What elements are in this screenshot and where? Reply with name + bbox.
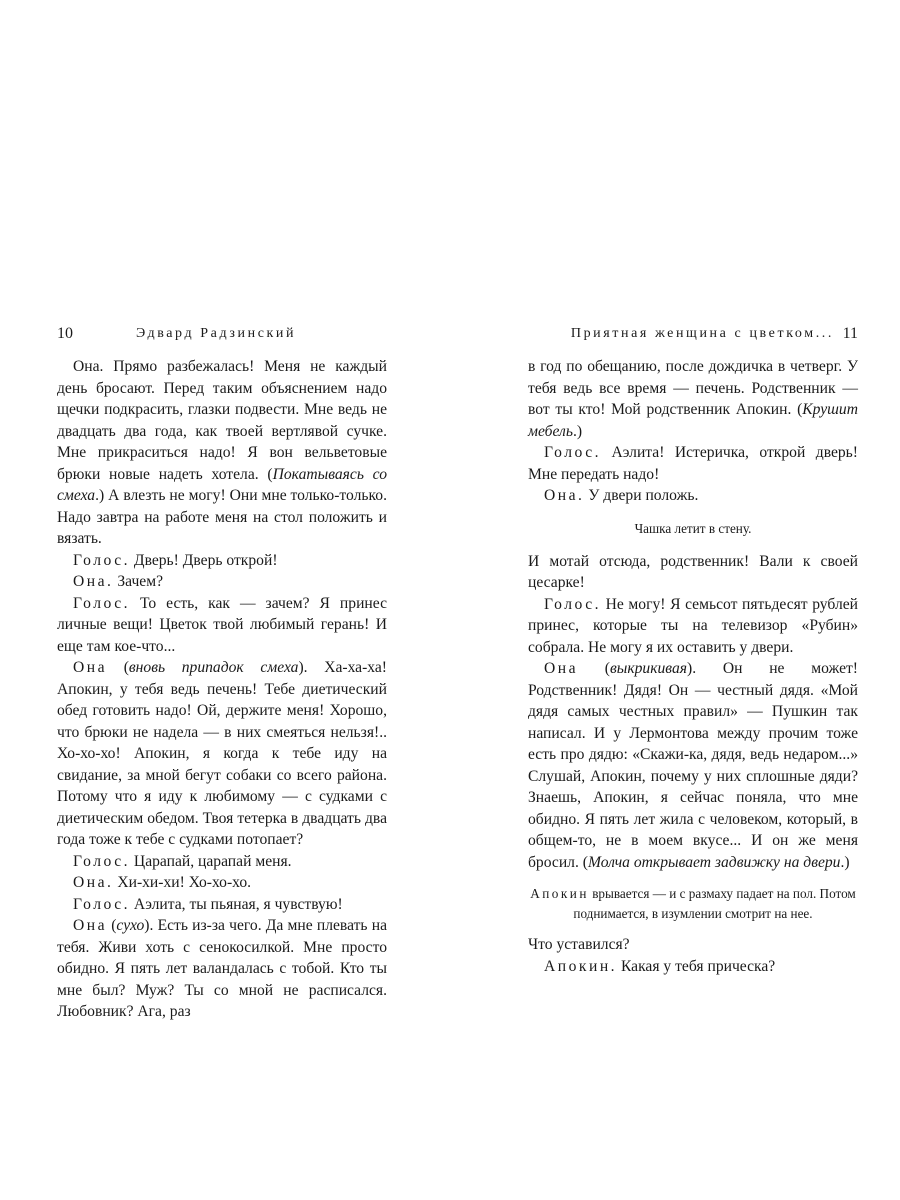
text-run: .) xyxy=(572,422,583,440)
text-run: .) А влезть не могу! Они мне только-только. Надо завтра на работе меня на стол положить и вязать. xyxy=(57,487,387,547)
text-run: Аэлита! Истеричка, открой дверь! Мне передать надо! xyxy=(528,444,858,483)
paragraph xyxy=(528,356,858,442)
speaker-name: Голос. xyxy=(544,595,602,613)
paragraph xyxy=(57,593,387,658)
text-run: ). Он не может! Родственник! Дядя! Он — честный дядя. «Мой дядя самых честных правил» — Пушкин так написал. И у Лермонтова между прочим тоже есть про дядю: «Скажи-ка, дядя, ведь недаром...» Слушай, Апокин, почему у них сплошные дяди? Знаешь, Апокин, я сейчас поняла, что мне обидно. Я пять лет жила с человеком, который, в общем-то, не в моем вкусе... И он же меня бросил. ( xyxy=(528,660,859,871)
paragraph xyxy=(528,551,858,594)
page-number: 10 xyxy=(57,325,73,342)
text-run: ). Ха-ха-ха! Апокин, у тебя ведь печень! Тебе диетический обед готовить надо! Ой, держите меня! Хорошо, что брюки не надела — в них смеяться нельзя!.. Хо-хо-хо! Апокин, я когда к тебе иду на свидание, за мной бегут собаки со всего района. Потому что я иду к любимому — с судками с диетическим обедом. Твоя тетерка в двадцать два года тоже к тебе с судками потопает? xyxy=(57,659,387,848)
speaker-name: Она xyxy=(73,917,108,934)
paragraph xyxy=(528,442,858,485)
paragraph xyxy=(528,485,858,507)
right-page-header xyxy=(528,325,858,347)
left-page-text xyxy=(57,356,387,1023)
right-page xyxy=(528,325,858,977)
speaker-name: Апокин. xyxy=(544,957,618,975)
speaker-name: Она. xyxy=(544,487,585,504)
text-run: Какая у тебя прическа? xyxy=(617,957,776,975)
left-page xyxy=(57,325,387,1023)
speaker-name: Голос. xyxy=(73,594,131,612)
text-run: врывается — и с размаху падает на пол. Потом поднимается, в изумлении смотрит на нее. xyxy=(573,886,856,921)
speaker-name: Голос. xyxy=(544,444,602,461)
paragraph xyxy=(528,594,858,659)
paragraph xyxy=(528,956,858,978)
paragraph xyxy=(528,934,858,956)
paragraph xyxy=(57,571,387,593)
paragraph xyxy=(57,550,387,572)
speaker-name: Она. xyxy=(73,358,104,375)
speaker-name: Голос. xyxy=(73,551,131,569)
stage-direction xyxy=(528,519,858,539)
speaker-name: Она xyxy=(544,660,579,677)
text-run: И мотай отсюда, родственник! Вали к своей цесарке! xyxy=(528,552,858,591)
speaker-name: Голос. xyxy=(73,895,131,913)
text-run: ( xyxy=(578,660,610,677)
text-run: Что уставился? xyxy=(528,936,630,953)
text-run: Зачем? xyxy=(113,573,163,590)
stage-remark: Покатываясь со смеха xyxy=(57,465,388,504)
text-run: У двери положь. xyxy=(584,487,699,504)
page-number: 11 xyxy=(842,325,858,342)
stage-direction xyxy=(528,884,858,924)
paragraph xyxy=(57,356,387,550)
right-page-text xyxy=(528,356,858,977)
speaker-name: Она. xyxy=(73,573,114,590)
text-run: Хи-хи-хи! Хо-хо-хо. xyxy=(113,874,252,891)
text-run: Прямо разбежалась! Меня не каждый день бросают. Перед таким объяснением надо щечки подкрасить, глазки подвести. Мне ведь не двадцать два года, как твоей вертлявой сучке. Мне прикраситься надо! Я вон вельветовые брюки новые надеть хотела. ( xyxy=(57,358,387,483)
running-head: Эдвард Радзинский xyxy=(136,326,297,341)
speaker-name: Она xyxy=(73,659,108,676)
text-run: .) xyxy=(840,853,850,871)
speaker-name: Апокин xyxy=(530,886,589,901)
text-run: Аэлита, ты пьяная, я чувствую! xyxy=(130,895,343,913)
stage-remark: Молча открывает задвижку на двери xyxy=(587,853,841,871)
paragraph xyxy=(57,915,387,1023)
stage-remark: сухо xyxy=(116,917,145,934)
text-run: ). Есть из-за чего. Да мне плевать на тебя. Живи хоть с сенокосилкой. Мне просто обидно. Я пять лет валандалась с тобой. Кто ты мне был? Муж? Ты со мной не расписался. Любовник? Ага, раз xyxy=(57,917,387,1020)
text-run: То есть, как — зачем? Я принес личные вещи! Цветок твой любимый герань! И еще там кое-что... xyxy=(57,594,387,655)
text-run: Не могу! Я семьсот пятьдесят рублей принес, которые ты на телевизор «Рубин» собрала. Не могу я их оставить у двери. xyxy=(528,595,858,656)
stage-remark: вновь припадок смеха xyxy=(128,659,299,676)
paragraph xyxy=(57,894,387,916)
text-run: Дверь! Дверь открой! xyxy=(130,551,278,569)
speaker-name: Она. xyxy=(73,874,114,891)
paragraph xyxy=(57,657,387,851)
text-run: ( xyxy=(107,917,117,934)
text-run: Чашка летит в стену. xyxy=(634,520,752,536)
stage-remark: Крушит мебель xyxy=(528,401,858,440)
paragraph xyxy=(57,872,387,894)
text-run: в год по обещанию, после дождичка в четверг. У тебя ведь все время — печень. Родственник — вот ты кто! Мой родственник Апокин. ( xyxy=(528,358,858,418)
paragraph xyxy=(528,658,858,873)
text-run: Царапай, царапай меня. xyxy=(130,852,292,870)
paragraph xyxy=(57,851,387,873)
stage-remark: выкрикивая xyxy=(609,660,688,677)
text-run: ( xyxy=(107,659,129,676)
left-page-header xyxy=(57,325,387,347)
running-head: Приятная женщина с цветком... xyxy=(570,326,834,341)
speaker-name: Голос. xyxy=(73,852,131,870)
